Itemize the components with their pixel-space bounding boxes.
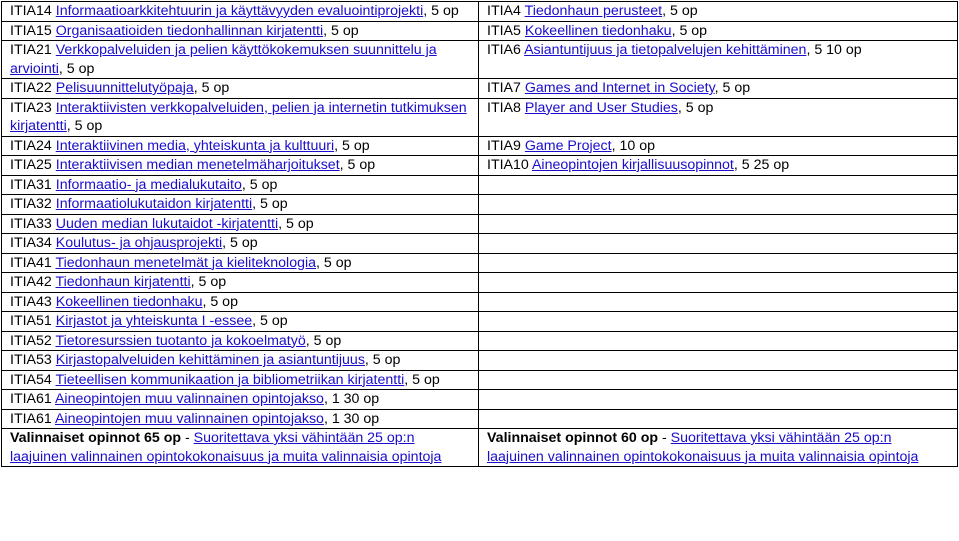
course-credits: , 5 op	[714, 80, 751, 96]
table-row	[2, 214, 958, 234]
course-link[interactable]: Pelisuunnittelutyöpaja	[55, 80, 194, 96]
right-course-cell	[479, 312, 958, 332]
table-row	[2, 2, 958, 22]
course-credits: , 5 10 op	[806, 42, 862, 58]
course-credits: , 5 op	[316, 254, 352, 271]
course-link[interactable]: Interaktiivisten verkkopalveluiden, pelien ja internetin tutkimuksen kirjatentti	[10, 99, 467, 134]
table-row	[2, 312, 958, 332]
course-link[interactable]: Kokeellinen tiedonhaku	[55, 293, 203, 310]
course-credits: , 1 30 op	[323, 410, 380, 427]
course-link[interactable]: Tiedonhaun menetelmät ja kieliteknologia	[55, 254, 317, 271]
table-row	[2, 175, 958, 195]
elective-link[interactable]: Suoritettava yksi vähintään 25 op:n laajuinen valinnainen opintokokonaisuus ja muita valinnaisia opintoja	[487, 430, 919, 465]
right-course-cell	[479, 234, 958, 254]
table-row	[2, 253, 958, 273]
course-code: ITIA4	[487, 3, 521, 19]
course-code: ITIA31	[10, 176, 52, 193]
right-course-cell	[479, 136, 958, 156]
right-course-cell	[479, 156, 958, 176]
course-code: ITIA21	[10, 42, 52, 58]
right-course-cell	[479, 98, 958, 136]
course-credits: , 5 op	[66, 118, 103, 134]
course-credits: , 5 op	[334, 137, 370, 154]
course-code: ITIA23	[10, 99, 52, 116]
course-code: ITIA42	[10, 274, 52, 290]
course-link[interactable]: Game Project	[524, 137, 612, 154]
right-course-cell	[479, 214, 958, 234]
course-code: ITIA34	[10, 235, 52, 251]
course-code: ITIA51	[10, 313, 52, 329]
table-row	[2, 156, 958, 176]
right-course-cell	[479, 390, 958, 410]
left-course-cell	[2, 21, 479, 41]
right-course-cell	[479, 41, 958, 79]
elective-heading: Valinnaiset opinnot 60 op	[487, 430, 659, 446]
table-row	[2, 21, 958, 41]
left-course-cell	[2, 390, 479, 410]
course-code: ITIA10	[487, 157, 529, 173]
course-code: ITIA32	[10, 196, 52, 212]
course-link[interactable]: Asiantuntijuus ja tietopalvelujen kehittäminen	[524, 42, 807, 58]
course-link[interactable]: Tiedonhaun kirjatentti	[55, 274, 191, 290]
course-link[interactable]: Interaktiivisen median menetelmäharjoitukset	[55, 157, 340, 173]
left-course-cell	[2, 98, 479, 136]
course-credits: , 5 op	[278, 215, 314, 232]
table-row	[2, 351, 958, 371]
table-row	[2, 41, 958, 79]
right-course-cell	[479, 195, 958, 215]
table-row	[2, 136, 958, 156]
course-link[interactable]: Kirjastopalveluiden kehittäminen ja asiantuntijuus	[55, 352, 365, 368]
table-row	[2, 234, 958, 254]
right-course-cell	[479, 79, 958, 99]
course-code: ITIA24	[10, 137, 52, 154]
course-link[interactable]: Informaatioarkkitehtuurin ja käyttävyyden evaluointiprojekti	[55, 3, 424, 19]
course-credits: , 5 op	[241, 176, 278, 193]
course-code: ITIA54	[10, 371, 52, 388]
course-link[interactable]: Tietoresurssien tuotanto ja kokoelmatyö	[55, 332, 306, 349]
course-code: ITIA9	[487, 137, 521, 154]
course-credits: , 5 op	[252, 313, 288, 329]
course-credits: , 5 op	[662, 3, 698, 19]
left-course-cell	[2, 156, 479, 176]
course-link[interactable]: Informaatio- ja medialukutaito	[55, 176, 242, 193]
elective-link[interactable]: Suoritettava yksi vähintään 25 op:n laajuinen valinnainen opintokokonaisuus ja muita valinnaisia opintoja	[10, 430, 442, 465]
table-row	[2, 195, 958, 215]
course-credits: , 5 op	[202, 293, 238, 310]
course-credits: , 5 op	[323, 22, 359, 39]
course-link[interactable]: Aineopintojen muu valinnainen opintojakso	[54, 391, 324, 407]
course-credits: , 5 op	[404, 371, 440, 388]
course-credits: , 10 op	[611, 137, 655, 154]
course-code: ITIA33	[10, 215, 52, 232]
left-course-cell	[2, 253, 479, 273]
left-course-cell	[2, 370, 479, 390]
course-credits: , 5 op	[339, 157, 376, 173]
course-code: ITIA61	[10, 391, 52, 407]
course-link[interactable]: Organisaatioiden tiedonhallinnan kirjatentti	[55, 22, 324, 39]
left-course-cell	[2, 312, 479, 332]
course-link[interactable]: Koulutus- ja ohjausprojekti	[55, 235, 223, 251]
course-credits: , 5 25 op	[733, 157, 790, 173]
right-course-cell	[479, 2, 958, 22]
course-credits: , 5 op	[423, 3, 459, 19]
course-code: ITIA14	[10, 3, 52, 19]
course-credits: , 5 op	[222, 235, 258, 251]
course-link[interactable]: Interaktiivinen media, yhteiskunta ja kulttuuri	[55, 137, 335, 154]
left-course-cell	[2, 79, 479, 99]
right-course-cell	[479, 175, 958, 195]
course-link[interactable]: Aineopintojen kirjallisuusopinnot	[531, 157, 734, 173]
table-row	[2, 409, 958, 429]
course-table	[1, 1, 958, 467]
right-course-cell	[479, 331, 958, 351]
right-course-cell	[479, 351, 958, 371]
table-row	[2, 331, 958, 351]
table-row	[2, 273, 958, 293]
left-elective-cell	[2, 429, 479, 467]
course-credits: , 5 op	[305, 332, 342, 349]
right-course-cell	[479, 21, 958, 41]
right-course-cell	[479, 273, 958, 293]
course-credits: , 5 op	[58, 60, 95, 77]
right-course-cell	[479, 292, 958, 312]
course-code: ITIA43	[10, 293, 52, 310]
table-row	[2, 98, 958, 136]
left-course-cell	[2, 351, 479, 371]
course-table-body	[2, 2, 958, 467]
left-course-cell	[2, 292, 479, 312]
table-row	[2, 292, 958, 312]
course-code: ITIA25	[10, 157, 52, 173]
course-credits: , 1 30 op	[323, 391, 380, 407]
course-link[interactable]: Tieteellisen kommunikaation ja bibliometriikan kirjatentti	[55, 371, 405, 388]
course-link[interactable]: Tiedonhaun perusteet	[524, 3, 663, 19]
course-code: ITIA15	[10, 22, 52, 39]
course-code: ITIA5	[487, 22, 521, 39]
course-code: ITIA52	[10, 332, 52, 349]
left-course-cell	[2, 331, 479, 351]
left-course-cell	[2, 195, 479, 215]
course-code: ITIA53	[10, 352, 52, 368]
left-course-cell	[2, 234, 479, 254]
left-course-cell	[2, 175, 479, 195]
course-credits: , 5 op	[193, 80, 230, 96]
course-credits: , 5 op	[252, 196, 288, 212]
course-code: ITIA6	[487, 42, 521, 58]
course-link[interactable]: Aineopintojen muu valinnainen opintojakso	[54, 410, 324, 427]
course-credits: , 5 op	[671, 22, 708, 39]
course-link[interactable]: Uuden median lukutaidot -kirjatentti	[55, 215, 279, 232]
right-elective-cell	[479, 429, 958, 467]
left-course-cell	[2, 273, 479, 293]
course-link[interactable]: Kirjastot ja yhteiskunta I -essee	[55, 313, 253, 329]
course-link[interactable]: Kokeellinen tiedonhaku	[524, 22, 672, 39]
course-code: ITIA22	[10, 80, 52, 96]
course-credits: , 5 op	[677, 99, 714, 116]
course-credits: , 5 op	[364, 352, 401, 368]
course-link[interactable]: Games and Internet in Society	[524, 80, 715, 96]
left-course-cell	[2, 409, 479, 429]
table-row	[2, 370, 958, 390]
table-row	[2, 79, 958, 99]
elective-separator: -	[181, 430, 194, 446]
course-code: ITIA7	[487, 80, 521, 96]
elective-separator: -	[658, 430, 671, 446]
course-code: ITIA61	[10, 410, 52, 427]
left-course-cell	[2, 41, 479, 79]
course-link[interactable]: Verkkopalveluiden ja pelien käyttökokemuksen suunnittelu ja arviointi	[10, 42, 437, 77]
left-course-cell	[2, 214, 479, 234]
elective-heading: Valinnaiset opinnot 65 op	[10, 430, 182, 446]
elective-row	[2, 429, 958, 467]
course-credits: , 5 op	[190, 274, 227, 290]
right-course-cell	[479, 370, 958, 390]
course-code: ITIA41	[10, 254, 52, 271]
table-row	[2, 390, 958, 410]
left-course-cell	[2, 136, 479, 156]
course-link[interactable]: Informaatiolukutaidon kirjatentti	[55, 196, 253, 212]
right-course-cell	[479, 253, 958, 273]
left-course-cell	[2, 2, 479, 22]
right-course-cell	[479, 409, 958, 429]
course-link[interactable]: Player and User Studies	[524, 99, 678, 116]
course-code: ITIA8	[487, 99, 521, 116]
